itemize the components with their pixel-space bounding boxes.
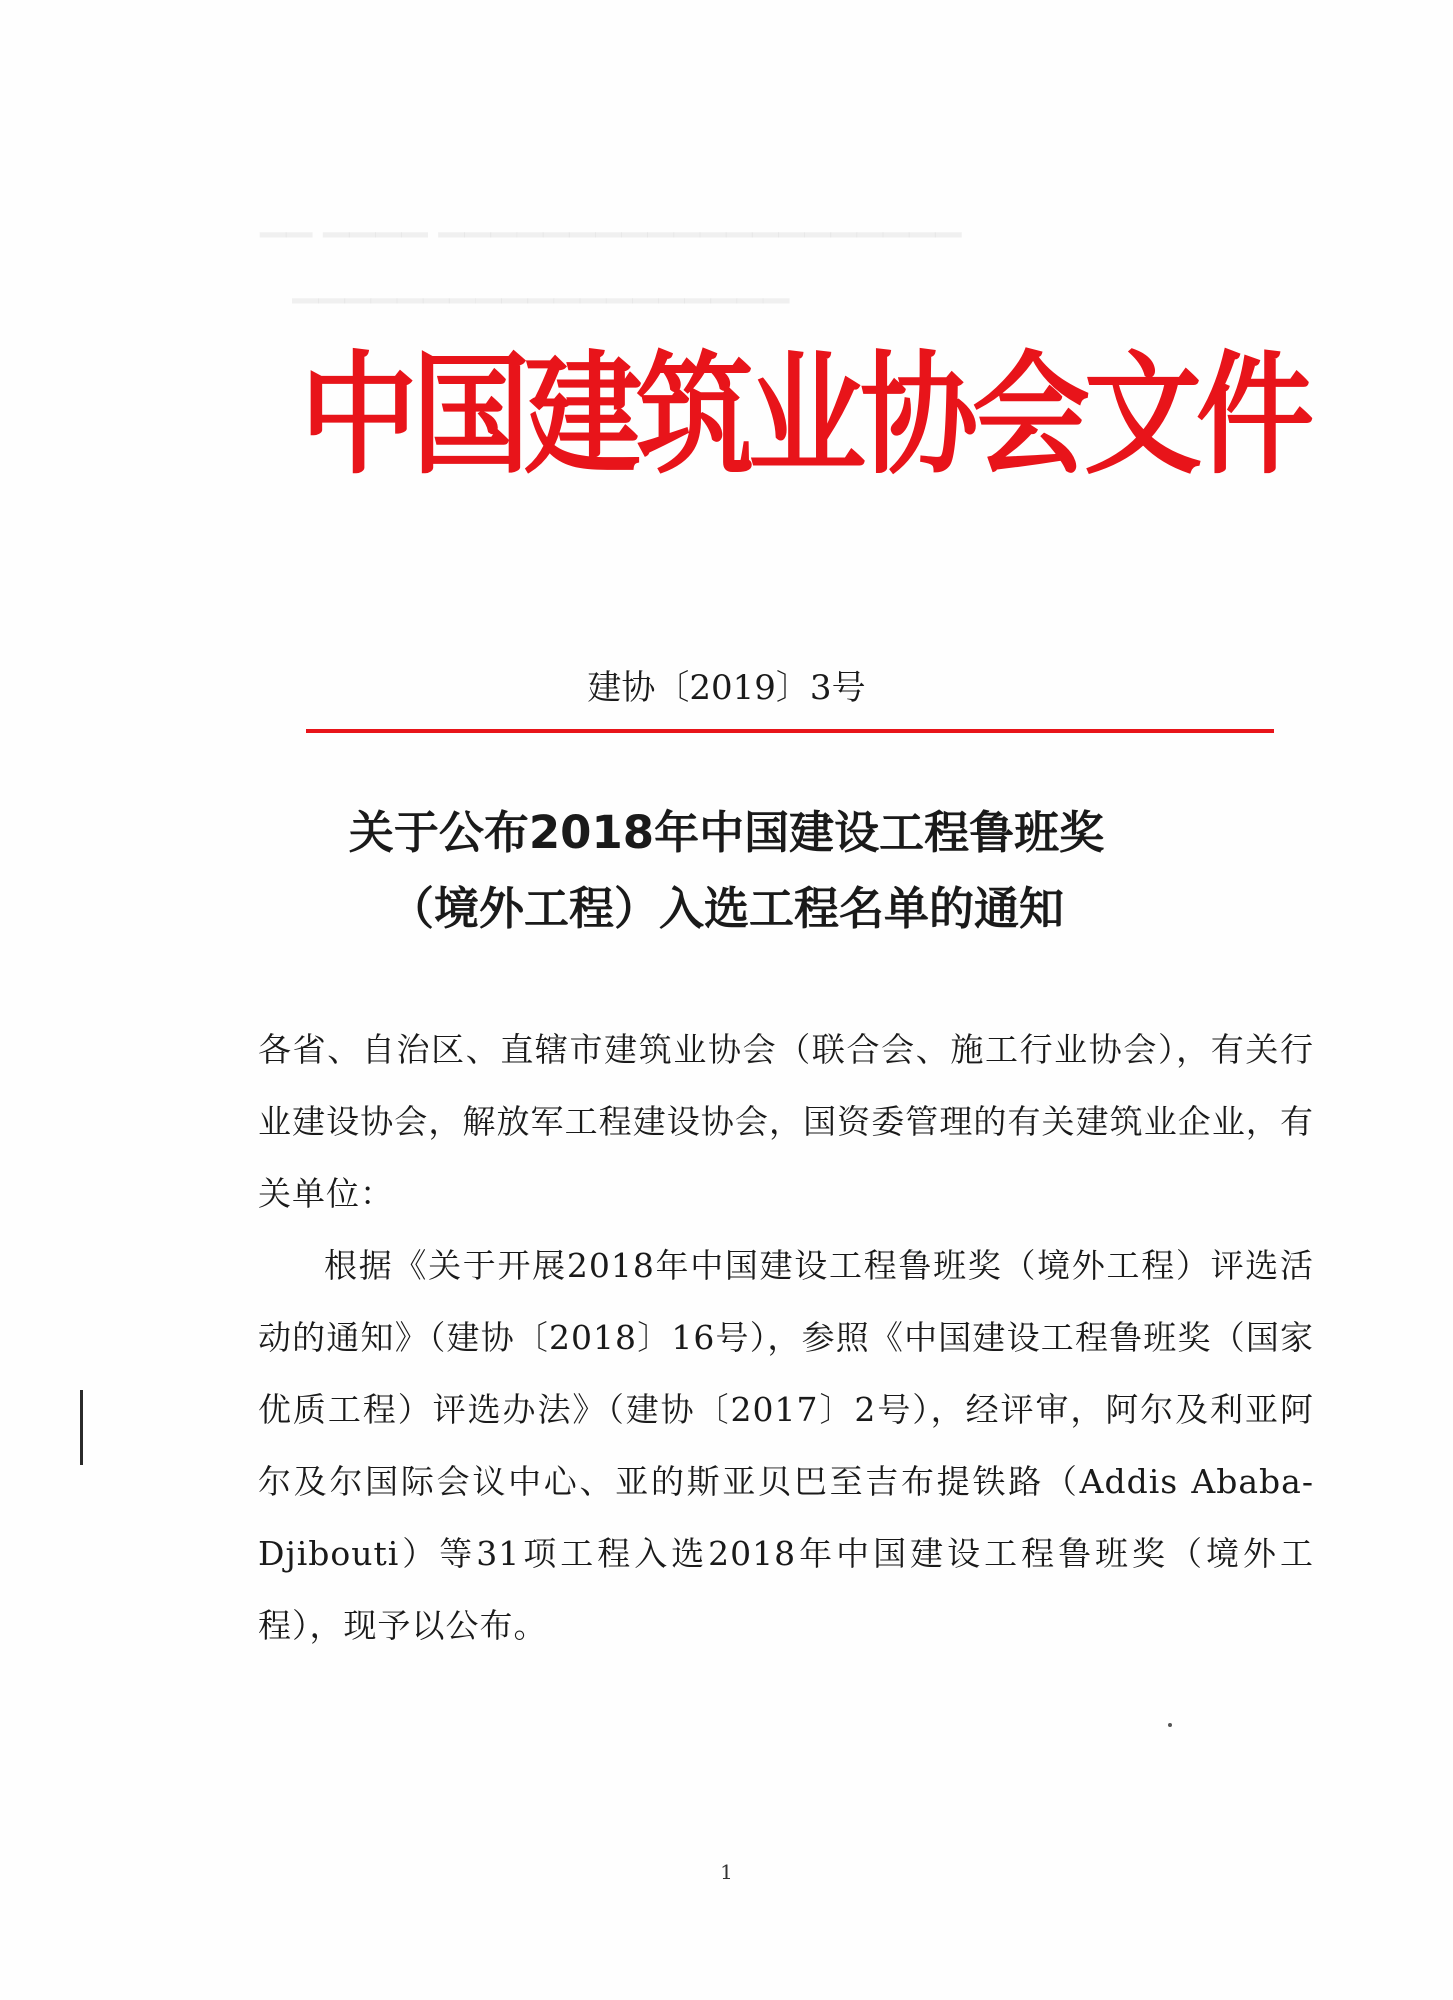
- notice-title: [0, 795, 1453, 947]
- issuer-header-title: 中国建筑业协会文件: [300, 337, 1309, 493]
- scan-artifact-mark: [80, 1390, 83, 1465]
- red-divider-line: [306, 729, 1274, 733]
- scan-artifact-dot: [1168, 1723, 1172, 1727]
- notice-title-line-1: 关于公布2018年中国建设工程鲁班奖: [348, 806, 1105, 859]
- addressees-paragraph: 各省、自治区、直辖市建筑业协会（联合会、施工行业协会），有关行业建设协会，解放军工程建设协会，国资委管理的有关建筑业企业，有关单位：: [258, 1030, 1314, 1213]
- notice-body: [258, 1014, 1314, 1662]
- page-number: 1: [720, 1860, 733, 1884]
- notice-title-line-2: （境外工程）入选工程名单的通知: [388, 882, 1064, 935]
- document-number: 建协〔2019〕3号: [587, 668, 866, 708]
- body-paragraph-1: 根据《关于开展2018年中国建设工程鲁班奖（境外工程）评选活动的通知》（建协〔2018〕16号），参照《中国建设工程鲁班奖（国家优质工程）评选办法》（建协〔2017〕2号），经评审，阿尔及利亚阿尔及尔国际会议中心、亚的斯亚贝巴至吉布提铁路（Addis Ababa-Djibouti）等31项工程入选2018年中国建设工程鲁班奖（境外工程），现予以公布。: [258, 1246, 1314, 1645]
- show-through-text: ▁▁ ▁▁▁▁ ▁▁▁▁▁▁▁▁▁▁▁▁▁▁▁▁▁▁▁▁ ▁▁▁▁▁▁▁▁▁▁▁▁▁▁▁▁▁▁▁: [260, 198, 962, 304]
